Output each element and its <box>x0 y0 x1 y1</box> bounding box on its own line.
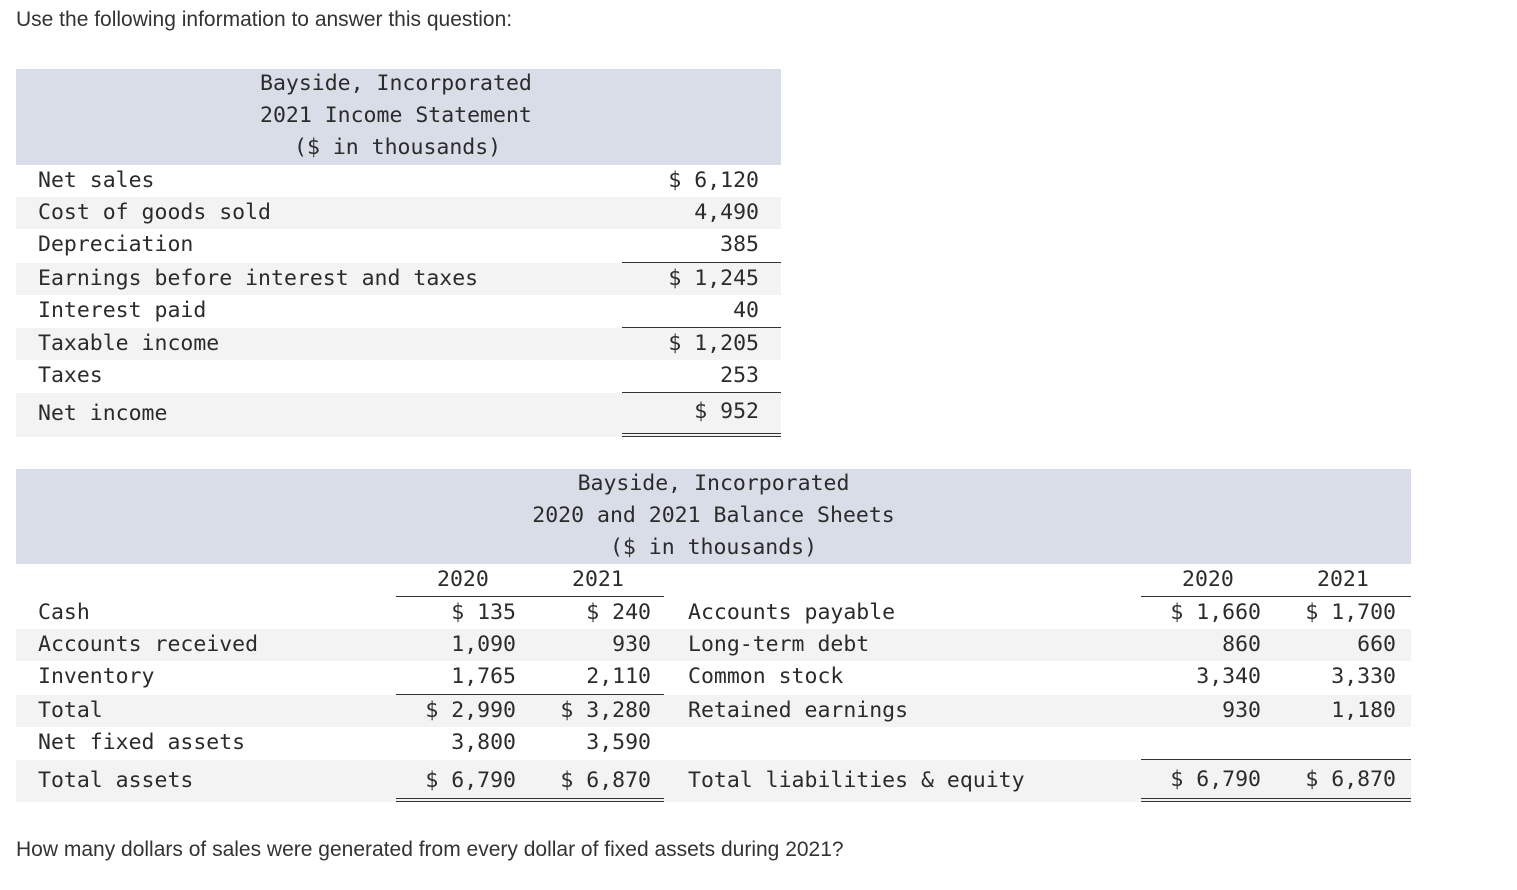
table-row <box>16 328 781 360</box>
liability-label: Common stock <box>688 664 844 689</box>
asset-2020: 1,090 <box>451 632 516 657</box>
asset-2021: $ 6,870 <box>560 768 651 793</box>
liability-label: Total liabilities & equity <box>688 768 1025 793</box>
row-label: Earnings before interest and taxes <box>38 266 479 291</box>
liability-2021: $ 1,700 <box>1305 600 1396 625</box>
income-statement-table <box>16 69 781 441</box>
total-double-rule <box>396 798 664 802</box>
column-header-2021: 2021 <box>572 567 624 592</box>
balance-sheet-header <box>16 469 1411 564</box>
table-row <box>16 695 1411 727</box>
balance-sheet-table <box>16 469 1411 807</box>
table-row <box>16 597 1411 629</box>
total-double-rule <box>1141 798 1411 802</box>
row-value: $ 1,245 <box>668 266 759 291</box>
asset-label: Total assets <box>38 768 194 793</box>
question-text: How many dollars of sales were generated from every dollar of fixed assets during 2021? <box>16 838 844 861</box>
column-header-2020: 2020 <box>437 567 489 592</box>
asset-label: Accounts received <box>38 632 259 657</box>
income-statement-header <box>16 69 781 165</box>
table-row <box>16 393 781 437</box>
asset-2020: $ 6,790 <box>425 768 516 793</box>
asset-label: Total <box>38 698 103 723</box>
liability-2020: 930 <box>1222 698 1261 723</box>
asset-label: Cash <box>38 600 90 625</box>
row-label: Net sales <box>38 168 155 193</box>
balance-sheet-title-company: Bayside, Incorporated <box>577 471 850 496</box>
column-header-2021: 2021 <box>1317 567 1369 592</box>
asset-label: Inventory <box>38 664 155 689</box>
table-row <box>16 165 781 197</box>
liability-2020: $ 6,790 <box>1170 767 1261 792</box>
row-value: 40 <box>733 298 759 323</box>
asset-2020: $ 135 <box>451 600 516 625</box>
row-value: 4,490 <box>694 200 759 225</box>
column-header-2020: 2020 <box>1182 567 1234 592</box>
liability-label: Long-term debt <box>688 632 870 657</box>
table-row <box>16 263 781 295</box>
balance-sheet-title-units: ($ in thousands) <box>609 535 818 560</box>
asset-2021: 3,590 <box>586 730 651 755</box>
asset-2021: $ 3,280 <box>560 698 651 723</box>
liability-2020: 3,340 <box>1196 664 1261 689</box>
liability-label: Accounts payable <box>688 600 896 625</box>
liability-2021: 660 <box>1357 632 1396 657</box>
balance-sheet-title-name: 2020 and 2021 Balance Sheets <box>532 503 895 528</box>
asset-2021: 930 <box>612 632 651 657</box>
row-label: Taxes <box>38 363 103 388</box>
income-statement-title-units: ($ in thousands) <box>294 135 502 160</box>
table-row <box>16 360 781 392</box>
row-label: Net income <box>38 401 168 426</box>
table-row <box>16 295 781 327</box>
income-statement-title-name: 2021 Income Statement <box>260 103 532 128</box>
row-value: 253 <box>720 363 759 388</box>
row-value: $ 6,120 <box>668 168 759 193</box>
table-row <box>16 197 781 229</box>
liability-2021: 1,180 <box>1331 698 1396 723</box>
total-double-rule <box>622 433 781 437</box>
table-row <box>16 760 1411 802</box>
asset-2021: $ 240 <box>586 600 651 625</box>
income-statement-title-company: Bayside, Incorporated <box>260 71 532 96</box>
year-header-row <box>16 564 1411 596</box>
row-value: $ 952 <box>694 399 759 424</box>
table-row <box>16 727 1411 759</box>
row-label: Taxable income <box>38 331 220 356</box>
liability-2021: $ 6,870 <box>1305 767 1396 792</box>
asset-2020: $ 2,990 <box>425 698 516 723</box>
asset-label: Net fixed assets <box>38 730 246 755</box>
asset-2021: 2,110 <box>586 664 651 689</box>
liability-2020: $ 1,660 <box>1170 600 1261 625</box>
row-label: Cost of goods sold <box>38 200 271 225</box>
intro-text: Use the following information to answer this question: <box>16 8 513 31</box>
table-row <box>16 629 1411 661</box>
asset-2020: 1,765 <box>451 664 516 689</box>
row-value: $ 1,205 <box>668 331 759 356</box>
table-row <box>16 229 781 261</box>
asset-2020: 3,800 <box>451 730 516 755</box>
row-value: 385 <box>720 232 759 257</box>
row-label: Interest paid <box>38 298 207 323</box>
row-label: Depreciation <box>38 232 194 257</box>
table-row <box>16 661 1411 693</box>
liability-label: Retained earnings <box>688 698 909 723</box>
liability-2020: 860 <box>1222 632 1261 657</box>
liability-2021: 3,330 <box>1331 664 1396 689</box>
